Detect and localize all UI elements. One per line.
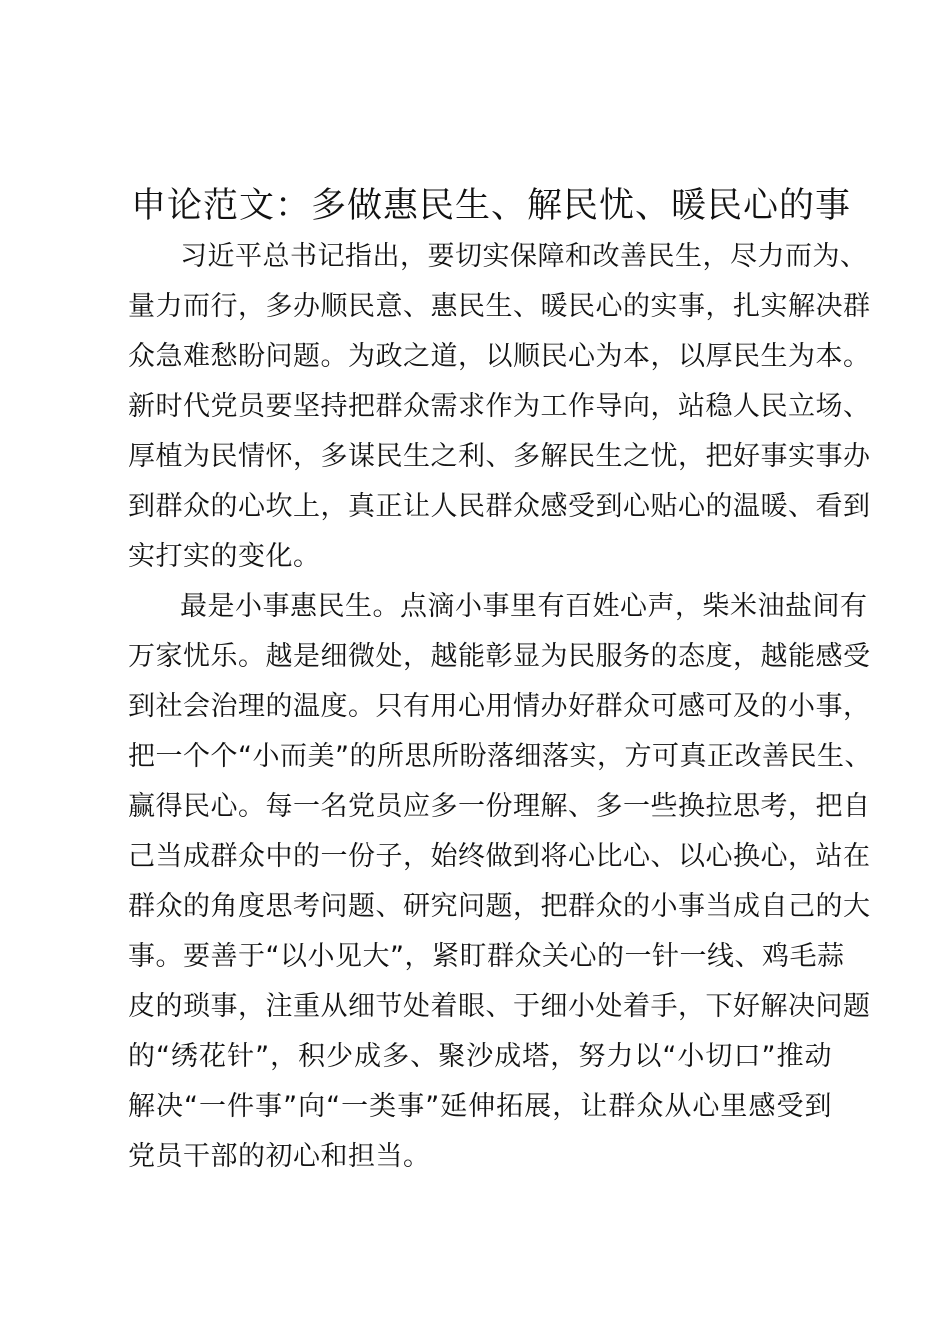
paragraph-2-line-5: 赢得民心。每一名党员应多一份理解、多一些换拉思考，把自 <box>128 791 871 822</box>
paragraph-2-line-11: 解决“一件事”向“一类事”延伸拓展，让群众从心里感受到 <box>128 1091 832 1122</box>
paragraph-1-line-1: 习近平总书记指出，要切实保障和改善民生，尽力而为、 <box>180 241 868 272</box>
paragraph-1-line-2: 量力而行，多办顺民意、惠民生、暖民心的实事，扎实解决群 <box>128 291 871 322</box>
paragraph-2-line-2: 万家忧乐。越是细微处，越能彰显为民服务的态度，越能感受 <box>128 641 871 672</box>
paragraph-2-line-1: 最是小事惠民生。点滴小事里有百姓心声，柴米油盐间有 <box>180 591 868 622</box>
paragraph-2-line-3: 到社会治理的温度。只有用心用情办好群众可感可及的小事， <box>128 691 871 722</box>
paragraph-1-line-4: 新时代党员要坚持把群众需求作为工作导向，站稳人民立场、 <box>128 391 871 422</box>
paragraph-1-line-5: 厚植为民情怀，多谋民生之利、多解民生之忧，把好事实事办 <box>128 441 871 472</box>
paragraph-1-line-7: 实打实的变化。 <box>128 541 321 572</box>
document-title: 申论范文：多做惠民生、解民忧、暖民心的事 <box>131 186 852 226</box>
paragraph-2-line-7: 群众的角度思考问题、研究问题，把群众的小事当成自己的大 <box>128 891 871 922</box>
paragraph-2-line-12: 党员干部的初心和担当。 <box>128 1141 431 1172</box>
paragraph-2-line-8: 事。要善于“以小见大”，紧盯群众关心的一针一线、鸡毛蒜 <box>128 941 845 972</box>
paragraph-2-line-10: 的“绣花针”，积少成多、聚沙成塔，努力以“小切口”推动 <box>128 1041 832 1072</box>
paragraph-2-line-9: 皮的琐事，注重从细节处着眼、于细小处着手，下好解决问题 <box>128 991 871 1022</box>
paragraph-2-line-6: 己当成群众中的一份子，始终做到将心比心、以心换心，站在 <box>128 841 871 872</box>
paragraph-1-line-3: 众急难愁盼问题。为政之道，以顺民心为本，以厚民生为本。 <box>128 341 871 372</box>
paragraph-1-line-6: 到群众的心坎上，真正让人民群众感受到心贴心的温暖、看到 <box>128 491 871 522</box>
paragraph-2-line-4: 把一个个“小而美”的所思所盼落细落实，方可真正改善民生、 <box>128 741 872 772</box>
document-body <box>128 232 872 1182</box>
